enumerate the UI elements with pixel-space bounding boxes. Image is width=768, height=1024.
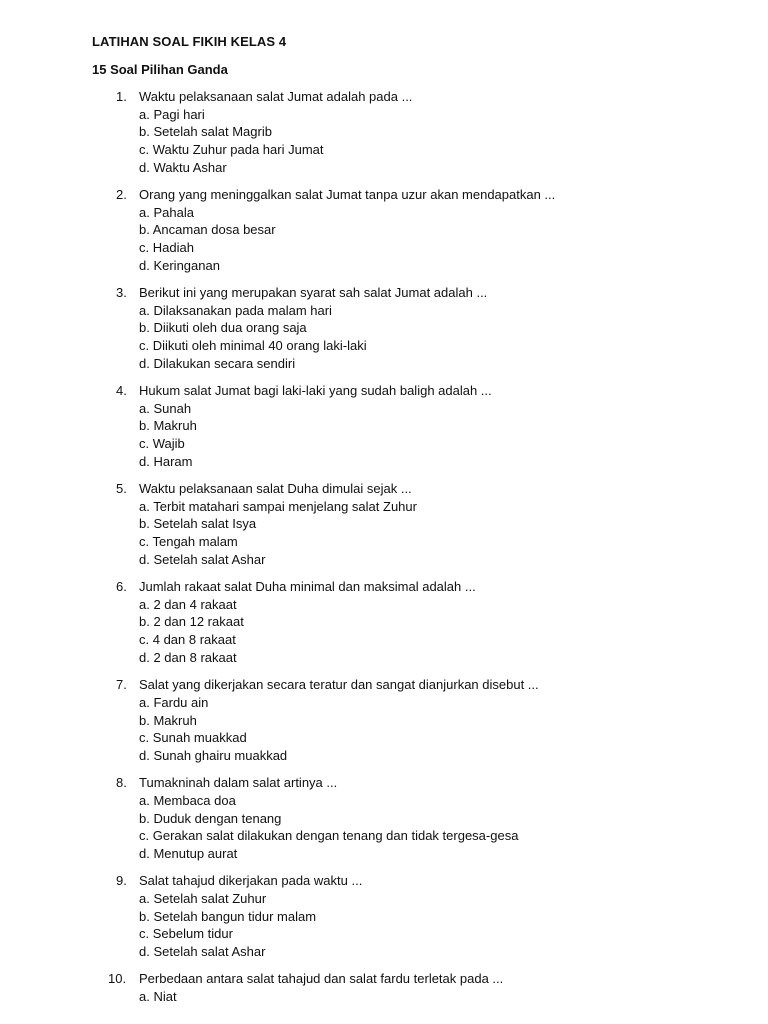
answer-option: d. Menutup aurat (139, 845, 238, 861)
answer-option: a. Membaca doa (139, 792, 236, 808)
question-item (92, 872, 732, 961)
answer-option: a. Pagi hari (139, 106, 205, 122)
question-text: Perbedaan antara salat tahajud dan salat fardu terletak pada ... (139, 971, 504, 987)
question-text: Jumlah rakaat salat Duha minimal dan maksimal adalah ... (139, 579, 476, 595)
question-item (92, 382, 732, 471)
answer-option: c. Sebelum tidur (139, 926, 233, 942)
answer-options (139, 988, 732, 1006)
answer-option: d. 2 dan 8 rakaat (139, 649, 237, 665)
question-text: Hukum salat Jumat bagi laki-laki yang sudah baligh adalah ... (139, 383, 492, 399)
question-number: 10. (108, 971, 127, 987)
answer-option: b. Makruh (139, 712, 197, 728)
question-number: 1. (116, 89, 127, 104)
answer-option: a. Setelah salat Zuhur (139, 890, 267, 906)
answer-option: a. Terbit matahari sampai menjelang salat Zuhur (139, 498, 417, 514)
answer-option: a. Fardu ain (139, 694, 209, 710)
answer-option: b. Diikuti oleh dua orang saja (139, 320, 307, 336)
answer-option: c. Waktu Zuhur pada hari Jumat (139, 142, 324, 158)
answer-option: b. Ancaman dosa besar (139, 222, 276, 238)
question-number: 8. (116, 775, 127, 791)
document-body (92, 33, 732, 1015)
question-item (92, 774, 732, 863)
answer-option: d. Keringanan (139, 257, 220, 273)
question-number: 6. (116, 579, 127, 595)
answer-option: c. 4 dan 8 rakaat (139, 632, 236, 648)
answer-options (139, 890, 732, 961)
answer-option: b. 2 dan 12 rakaat (139, 614, 244, 630)
question-text: Waktu pelaksanaan salat Duha dimulai sejak ... (139, 481, 412, 497)
answer-options (139, 596, 732, 667)
answer-option: c. Gerakan salat dilakukan dengan tenang dan tidak tergesa-gesa (139, 828, 519, 844)
answer-options (139, 694, 732, 765)
answer-options (139, 204, 732, 275)
answer-option: a. 2 dan 4 rakaat (139, 596, 237, 612)
question-number: 7. (116, 677, 127, 693)
question-text: Waktu pelaksanaan salat Jumat adalah pada ... (139, 89, 413, 104)
answer-option: c. Hadiah (139, 240, 194, 256)
question-item (92, 284, 732, 373)
answer-options (139, 106, 732, 177)
answer-option: a. Niat (139, 988, 177, 1004)
question-item (92, 970, 732, 1005)
question-text: Salat yang dikerjakan secara teratur dan sangat dianjurkan disebut ... (139, 677, 539, 693)
section-subtitle: 15 Soal Pilihan Ganda (92, 62, 228, 77)
question-item (92, 186, 732, 275)
answer-option: b. Makruh (139, 418, 197, 434)
answer-option: c. Tengah malam (139, 534, 238, 550)
answer-option: b. Setelah salat Isya (139, 516, 257, 532)
answer-option: d. Haram (139, 453, 193, 469)
answer-option: d. Dilakukan secara sendiri (139, 355, 296, 371)
answer-options (139, 498, 732, 569)
answer-option: a. Dilaksanakan pada malam hari (139, 302, 332, 318)
question-text: Orang yang meninggalkan salat Jumat tanpa uzur akan mendapatkan ... (139, 187, 556, 203)
question-list (92, 88, 732, 1006)
document-title: LATIHAN SOAL FIKIH KELAS 4 (92, 34, 287, 49)
question-item (92, 676, 732, 765)
question-number: 3. (116, 285, 127, 301)
question-item (92, 480, 732, 569)
question-item (92, 578, 732, 667)
answer-option: c. Sunah muakkad (139, 730, 247, 746)
question-text: Berikut ini yang merupakan syarat sah salat Jumat adalah ... (139, 285, 488, 301)
answer-option: d. Setelah salat Ashar (139, 943, 266, 959)
answer-option: d. Waktu Ashar (139, 159, 227, 175)
question-number: 5. (116, 481, 127, 497)
answer-option: a. Pahala (139, 204, 194, 220)
answer-option: b. Setelah bangun tidur malam (139, 908, 317, 924)
answer-option: c. Wajib (139, 436, 185, 452)
answer-option: b. Setelah salat Magrib (139, 124, 272, 140)
question-text: Tumakninah dalam salat artinya ... (139, 775, 338, 791)
answer-option: b. Duduk dengan tenang (139, 810, 282, 826)
question-number: 2. (116, 187, 127, 203)
answer-option: d. Setelah salat Ashar (139, 551, 266, 567)
question-number: 9. (116, 873, 127, 889)
answer-option: a. Sunah (139, 400, 192, 416)
question-item (92, 88, 732, 177)
question-text: Salat tahajud dikerjakan pada waktu ... (139, 873, 363, 889)
question-number: 4. (116, 383, 127, 399)
answer-option: d. Sunah ghairu muakkad (139, 747, 288, 763)
answer-options (139, 792, 732, 863)
answer-options (139, 302, 732, 373)
answer-options (139, 400, 732, 471)
answer-option: c. Diikuti oleh minimal 40 orang laki-laki (139, 338, 367, 354)
